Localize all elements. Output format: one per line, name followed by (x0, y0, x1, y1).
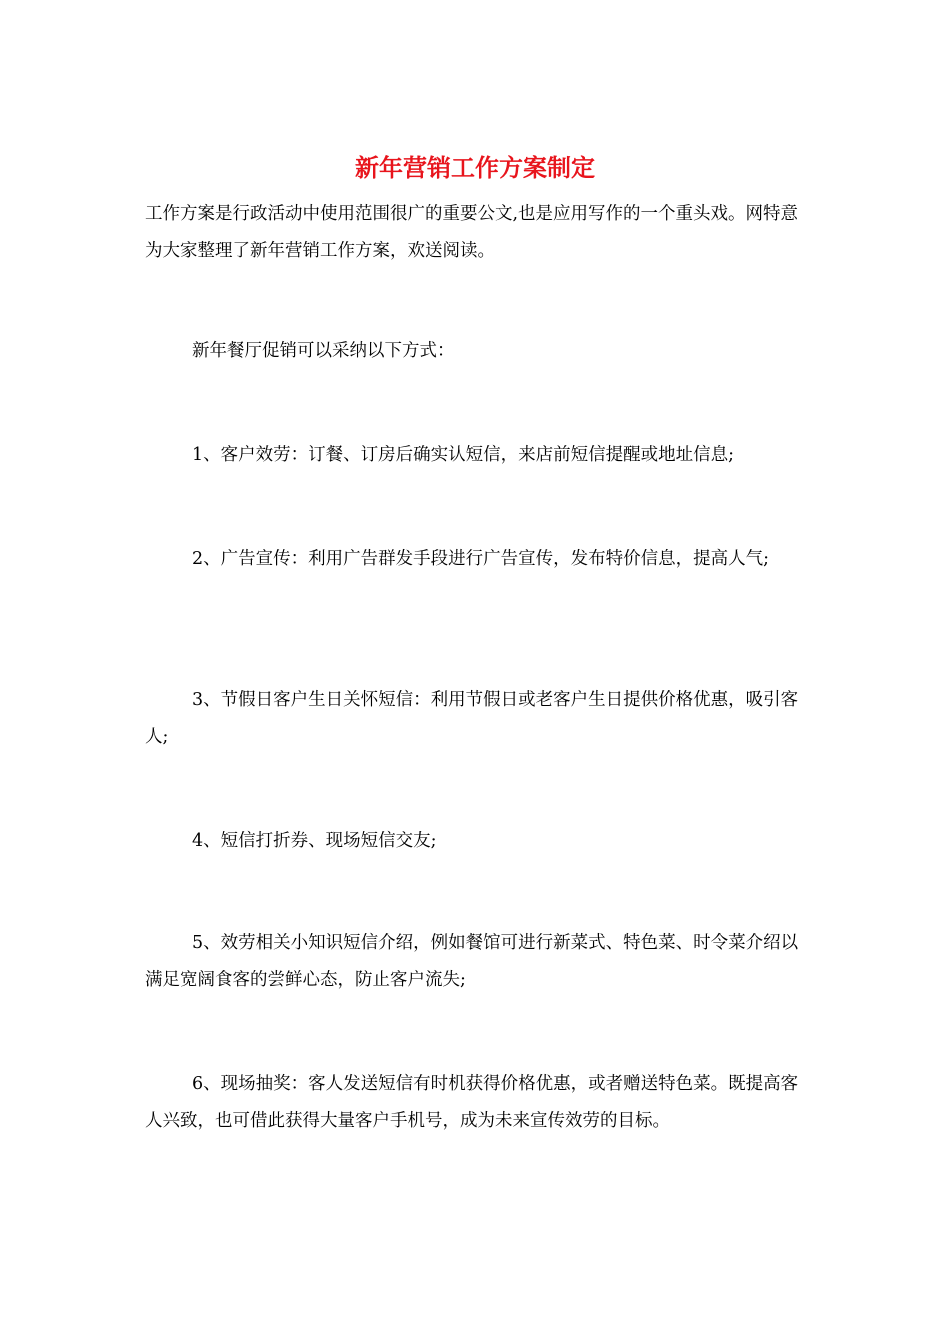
paragraph-lead: 新年餐厅促销可以采纳以下方式： (192, 341, 455, 361)
paragraph-item-2: 2、广告宣传：利用广告群发手段进行广告宣传，发布特价信息，提高人气; (192, 549, 770, 569)
paragraph-item-3: 3、节假日客户生日关怀短信：利用节假日或老客户生日提供价格优惠，吸引客人; (145, 690, 799, 747)
paragraph-item-1: 1、客户效劳：订餐、订房后确实认短信，来店前短信提醒或地址信息; (192, 445, 735, 465)
document-title: 新年营销工作方案制定 (355, 154, 595, 182)
paragraph-item-4: 4、短信打折券、现场短信交友; (192, 831, 437, 851)
paragraph-item-6: 6、现场抽奖：客人发送短信有时机获得价格优惠，或者赠送特色菜。既提高客人兴致，也可借此获得大量客户手机号，成为未来宣传效劳的目标。 (145, 1074, 799, 1131)
intro-paragraph: 工作方案是行政活动中使用范围很广的重要公文,也是应用写作的一个重头戏。网特意为大家整理了新年营销工作方案，欢送阅读。 (145, 204, 799, 261)
paragraph-item-5: 5、效劳相关小知识短信介绍，例如餐馆可进行新菜式、特色菜、时令菜介绍以满足宽阔食客的尝鲜心态，防止客户流失; (145, 933, 799, 990)
